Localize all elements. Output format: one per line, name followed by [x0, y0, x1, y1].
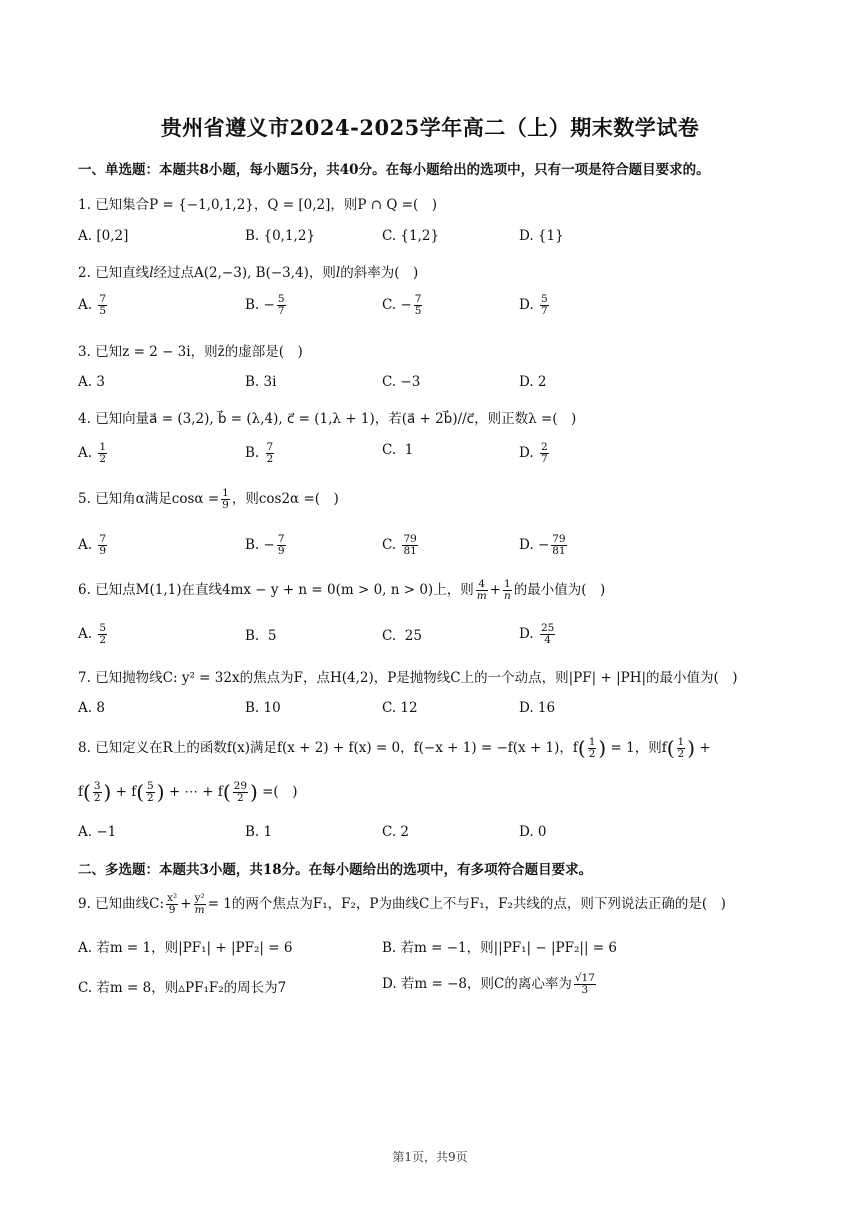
fraction: $\frac{7}{5}$	[99, 293, 107, 318]
option-c[interactable]: C. 25	[382, 628, 422, 644]
fraction: $\frac{5}{7}$	[540, 293, 548, 318]
fraction: $\frac{\text{x²}}{9}$	[167, 891, 178, 916]
option-b[interactable]: B. − $\frac{7}{9}$	[245, 533, 285, 558]
fraction: $\frac{79}{81}$	[403, 533, 417, 558]
question-1: 1. 已知集合P = {−1,0,1,2}，Q = [0,2]，则P ∩ Q =( )	[78, 197, 438, 213]
question-7: 7. 已知抛物线C: y² = 32x的焦点为F，点H(4,2)，P是抛物线C上的一个动点，则|PF| + |PH|的最小值为( )	[78, 670, 738, 686]
option-a[interactable]: A. −1	[78, 824, 117, 840]
option-b[interactable]: B. 5	[245, 628, 277, 644]
option-a[interactable]: A. $\frac{7}{9}$	[78, 533, 107, 558]
question-2: 2. 已知直线l经过点A(2,−3), B(−3,4)，则l的斜率为( )	[78, 265, 419, 281]
fraction: $\frac{1}{9}$	[222, 486, 229, 511]
question-3-options	[78, 374, 778, 408]
question-8-line-2: f( $\frac{3}{2}$ ) + f( $\frac{5}{2}$ ) + ⋯ + f( $\frac{29}{2}$ ) =( )	[78, 779, 298, 804]
option-d[interactable]: D. 2	[519, 374, 547, 390]
question-3: 3. 已知z = 2 − 3i，则z̄的虚部是( )	[78, 344, 303, 360]
fraction: $\frac{25}{4}$	[540, 622, 555, 647]
option-d[interactable]: D. $\frac{5}{7}$	[519, 293, 548, 318]
option-b[interactable]: B. $\frac{7}{2}$	[245, 441, 274, 466]
question-7-options	[78, 700, 778, 734]
option-a[interactable]: A. 若m = 1，则|PF₁| + |PF₂| = 6	[78, 940, 293, 956]
option-b[interactable]: B. 10	[245, 700, 281, 716]
option-c[interactable]: C. 2	[382, 824, 410, 840]
page-footer: 第1页，共9页	[392, 1150, 468, 1164]
option-b[interactable]: B. 若m = −1，则||PF₁| − |PF₂|| = 6	[382, 940, 617, 956]
option-b[interactable]: B. 3i	[245, 374, 277, 390]
option-c[interactable]: C. 若m = 8，则▵PF₁F₂的周长为7	[78, 980, 287, 996]
question-5: 5. 已知角α满足cosα = $\frac{1}{9}$ ，则cos2α =( )	[78, 486, 339, 511]
option-a[interactable]: A. 3	[78, 374, 105, 390]
fraction: $\frac{1}{2}$	[99, 441, 107, 466]
option-a[interactable]: A. $\frac{5}{2}$	[78, 622, 107, 647]
option-d[interactable]: D. $\frac{25}{4}$	[519, 622, 555, 647]
question-4: 4. 已知向量a⃗ = (3,2), b⃗ = (λ,4), c⃗ = (1,λ + 1)，若(a⃗ + 2b⃗)//c⃗，则正数λ =( )	[78, 411, 577, 427]
question-6-options	[78, 623, 778, 657]
fraction: $\frac{1}{2}$	[588, 735, 596, 760]
fraction: $\frac{5}{2}$	[99, 622, 107, 647]
fraction: $\frac{2}{7}$	[540, 441, 548, 466]
fraction: $\frac{79}{81}$	[552, 533, 566, 558]
option-c[interactable]: C. 1	[382, 442, 414, 458]
option-a[interactable]: A. 8	[78, 700, 105, 716]
section-heading-multiple-choice: 二、多选题：本题共3小题，共18分。在每小题给出的选项中，有多项符合题目要求。	[78, 862, 593, 878]
option-d[interactable]: D. 0	[519, 824, 547, 840]
option-c[interactable]: C. −3	[382, 374, 421, 390]
question-8-line-1: 8. 已知定义在R上的函数f(x)满足f(x + 2) + f(x) = 0，f(−x + 1) = −f(x + 1)，f( $\frac{1}{2}$ ) = 1，则f( $\frac{1}{2}$ ) +	[78, 735, 711, 760]
question-4-options	[78, 442, 778, 476]
option-a[interactable]: A. $\frac{7}{5}$	[78, 293, 107, 318]
option-a[interactable]: A. [0,2]	[78, 228, 129, 244]
option-d[interactable]: D. 若m = −8，则C的离心率为 $\frac{√17}{3}$	[382, 971, 595, 996]
option-d[interactable]: D. − $\frac{79}{81}$	[519, 533, 566, 558]
fraction: $\frac{7}{9}$	[99, 533, 107, 558]
fraction: $\frac{\text{y²}}{m}$	[194, 891, 205, 916]
question-9-options-row-1	[78, 936, 778, 970]
fraction: $\frac{√17}{3}$	[574, 971, 595, 996]
page-title: 贵州省遵义市2024-2025学年高二（上）期末数学试卷	[160, 115, 700, 140]
fraction: $\frac{3}{2}$	[93, 779, 101, 804]
option-d[interactable]: D. $\frac{2}{7}$	[519, 441, 548, 466]
question-9-options-row-2	[78, 972, 778, 1006]
option-d[interactable]: D. {1}	[519, 228, 564, 244]
fraction: $\frac{5}{7}$	[277, 293, 285, 318]
question-2-options	[78, 294, 778, 328]
option-c[interactable]: C. 12	[382, 700, 418, 716]
question-8-options	[78, 824, 778, 858]
section-heading-single-choice: 一、单选题：本题共8小题，每小题5分，共40分。在每小题给出的选项中，只有一项是符合题目要求的。	[78, 162, 710, 178]
option-c[interactable]: C. − $\frac{7}{5}$	[382, 293, 422, 318]
fraction: $\frac{29}{2}$	[233, 779, 248, 804]
question-9: 9. 已知曲线C: $\frac{\text{x²}}{9}$ + $\frac{\text{y²}}{m}$ = 1的两个焦点为F₁，F₂，P为曲线C上不与F₁，F₂共线的点，则下列说法正确的是( )	[78, 891, 726, 916]
option-b[interactable]: B. 1	[245, 824, 273, 840]
option-b[interactable]: B. − $\frac{5}{7}$	[245, 293, 285, 318]
fraction: $\frac{7}{2}$	[266, 441, 274, 466]
fraction: $\frac{1}{n}$	[503, 577, 511, 602]
fraction: $\frac{4}{m}$	[476, 577, 487, 602]
option-b[interactable]: B. {0,1,2}	[245, 228, 316, 244]
fraction: $\frac{5}{2}$	[147, 779, 154, 804]
question-1-options	[78, 228, 778, 262]
option-d[interactable]: D. 16	[519, 700, 556, 716]
option-c[interactable]: C. {1,2}	[382, 228, 440, 244]
option-a[interactable]: A. $\frac{1}{2}$	[78, 441, 107, 466]
fraction: $\frac{7}{9}$	[277, 533, 285, 558]
question-6: 6. 已知点M(1,1)在直线4mx − y + n = 0(m > 0, n > 0)上，则 $\frac{4}{m}$ + $\frac{1}{n}$ 的最小值为( )	[78, 577, 606, 602]
fraction: $\frac{1}{2}$	[677, 735, 685, 760]
question-5-options	[78, 534, 778, 568]
fraction: $\frac{7}{5}$	[414, 293, 422, 318]
option-c[interactable]: C. $\frac{79}{81}$	[382, 533, 417, 558]
